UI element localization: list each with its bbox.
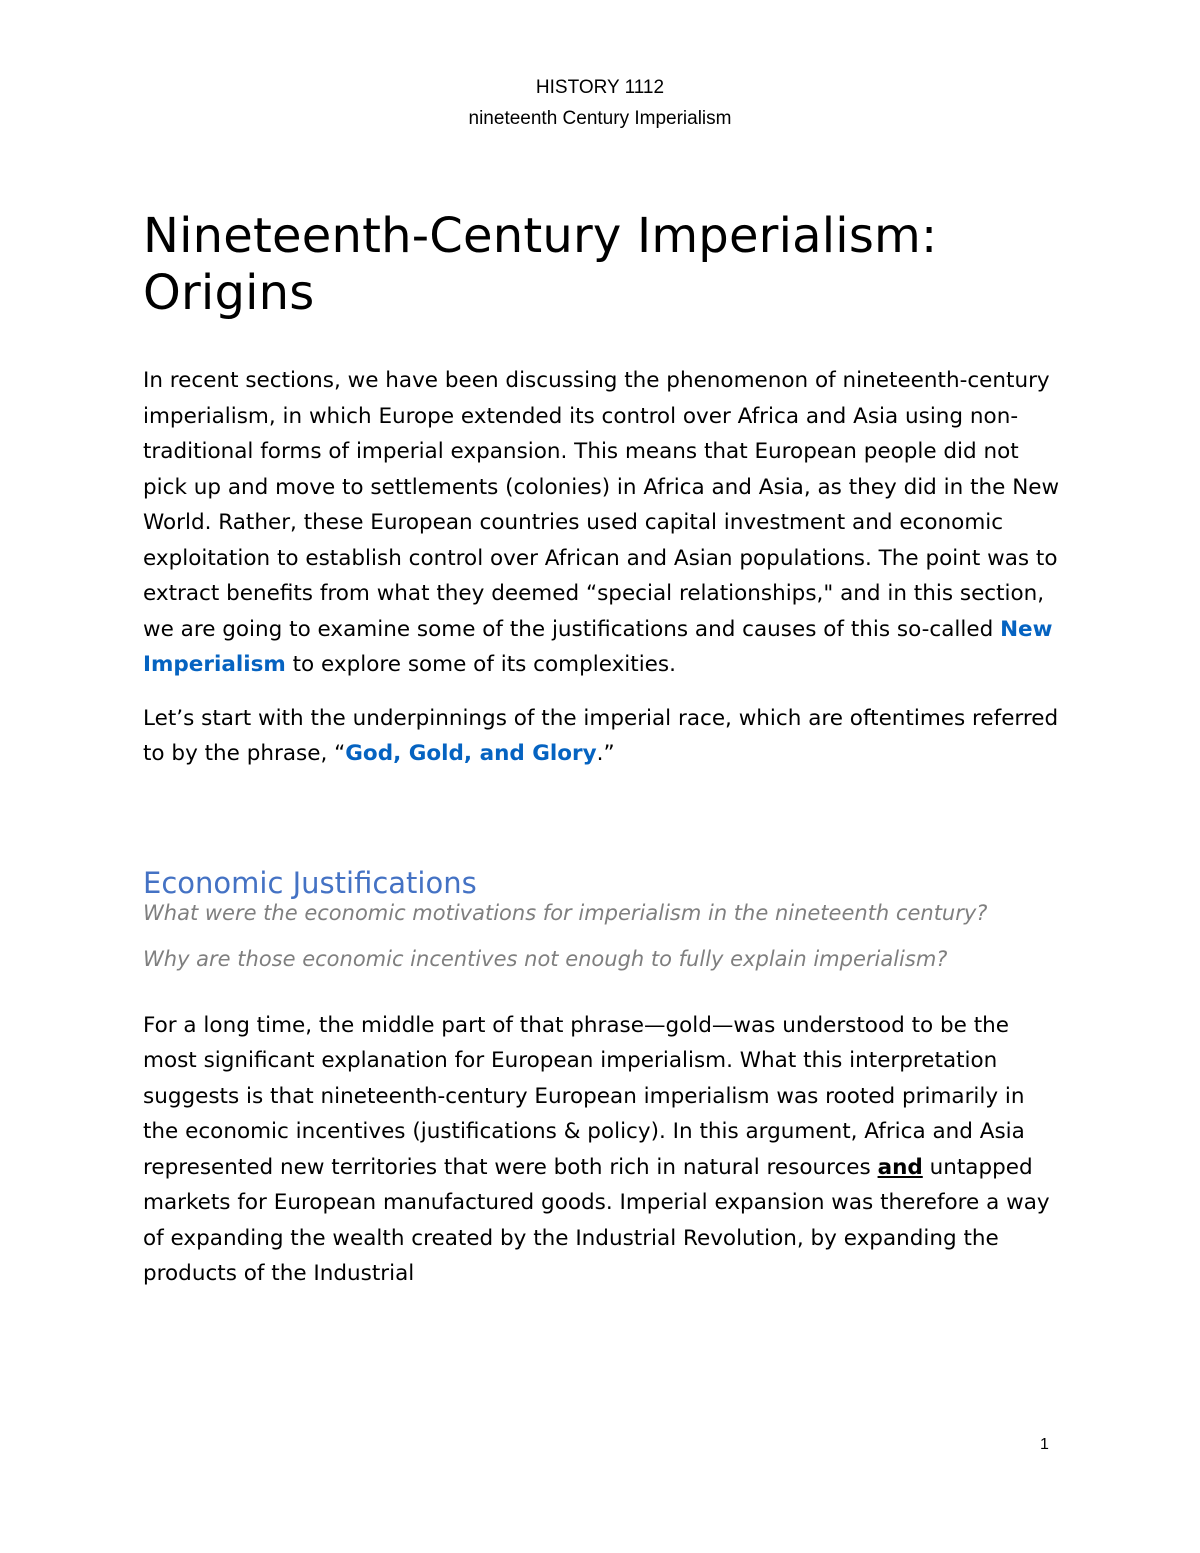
- new-imperialism-link[interactable]: New Imperialism: [143, 616, 1053, 677]
- god-gold-glory-paragraph: [143, 701, 1063, 772]
- title-line-2: Origins: [143, 265, 315, 321]
- document-title: [143, 208, 1063, 322]
- second-text-end: .”: [596, 741, 615, 766]
- section-heading: Economic Justifications: [143, 865, 477, 900]
- guiding-question-2: Why are those economic incentives not enough to fully explain imperialism?: [143, 946, 948, 971]
- intro-text: In recent sections, we have been discussing the phenomenon of nineteenth-century imperialism, in which Europe extended its control over Africa and Asia using non-traditional forms of imperial expansion. This means that European people did not pick up and move to settlements (colonies) in Africa and Asia, as they did in the New World. Rather, these European countries used capital investment and economic exploitation to establish control over African and Asian populations. The point was to extract benefits from what they deemed “special relationships," and in this section, we are going to examine some of the justifications and causes of this so-called: [143, 368, 1060, 642]
- body-text-end: untapped markets for European manufactured goods. Imperial expansion was therefore a way of expanding the wealth created by the Industrial Revolution, by expanding the products of the Industrial: [143, 1154, 1050, 1286]
- body-text: For a long time, the middle part of that phrase—gold—was understood to be the most significant explanation for European imperialism. What this interpretation suggests is that nineteenth-century European imperialism was rooted primarily in the economic incentives (justifications & policy). In this argument, Africa and Asia represented new territories that were both rich in natural resources: [143, 1012, 1025, 1180]
- course-code: HISTORY 1112: [535, 77, 665, 98]
- god-gold-glory-link[interactable]: God, Gold, and Glory: [345, 741, 597, 766]
- guiding-question-1: What were the economic motivations for imperialism in the nineteenth century?: [143, 900, 988, 925]
- emphasized-and: and: [877, 1154, 923, 1180]
- economic-paragraph: [143, 1008, 1063, 1292]
- intro-text-end: to explore some of its complexities.: [285, 652, 676, 677]
- page-number: 1: [1040, 1436, 1049, 1453]
- second-text: Let’s start with the underpinnings of the imperial race, which are oftentimes referred to by the phrase, “: [143, 705, 1059, 766]
- page-header: [0, 72, 1200, 134]
- intro-paragraph: [143, 363, 1063, 683]
- title-line-1: Nineteenth-Century Imperialism:: [143, 208, 938, 264]
- document-body: [143, 208, 1063, 1292]
- header-subtitle: nineteenth Century Imperialism: [468, 108, 732, 129]
